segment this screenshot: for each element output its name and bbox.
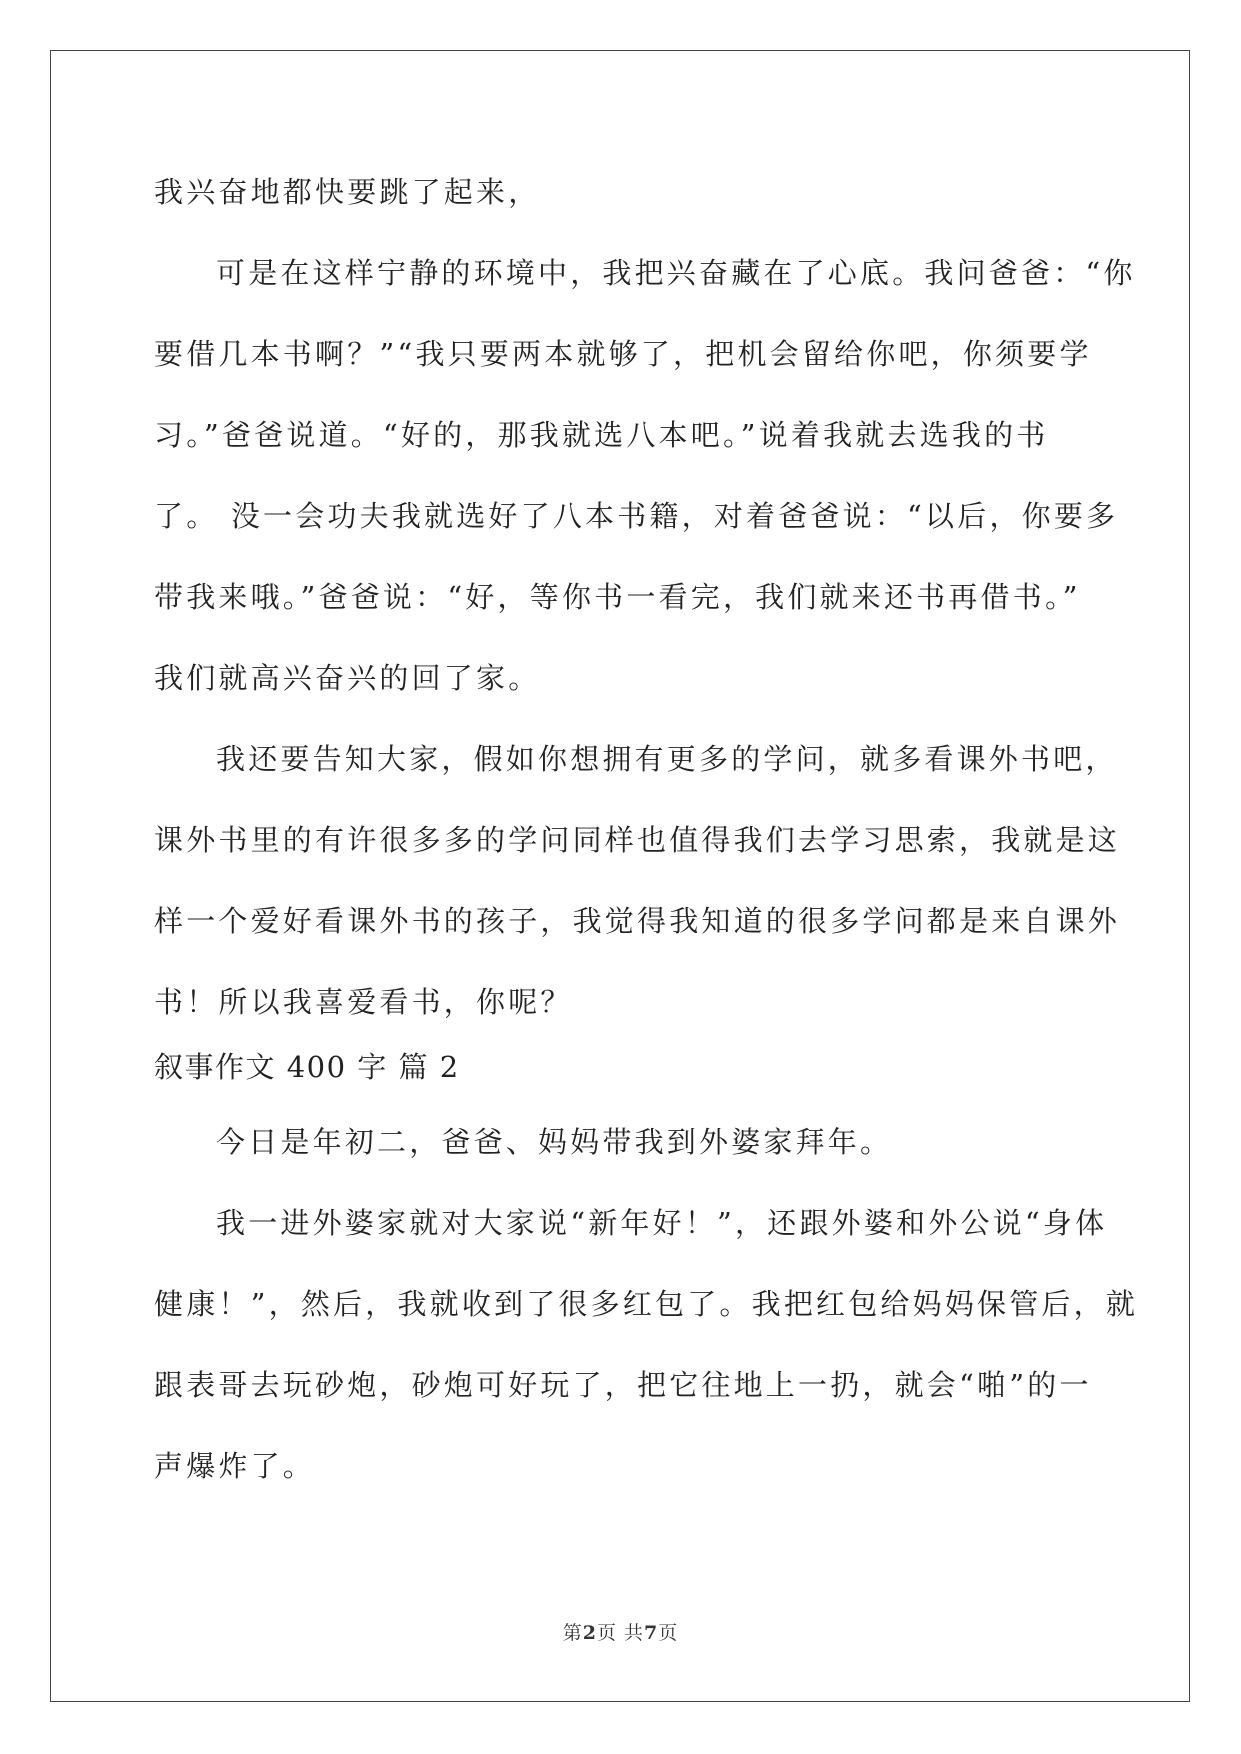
text-line: 健康！”，然后，我就收到了很多红包了。我把红包给妈妈保管后，就 — [154, 1287, 1139, 1321]
total-page-count: 7 — [644, 1622, 659, 1644]
footer-middle: 页 共 — [596, 1622, 645, 1644]
paragraph-start: 我还要告知大家，假如你想拥有更多的学问，就多看课外书吧， — [216, 742, 1118, 776]
text-line: 跟表哥去玩砂炮，砂炮可好玩了，把它往地上一扔，就会“啪”的一 — [154, 1368, 1092, 1402]
text-line: 样一个爱好看课外书的孩子，我觉得我知道的很多学问都是来自课外 — [154, 904, 1121, 938]
text-line: 课外书里的有许很多多的学问同样也值得我们去学习思索，我就是这 — [154, 823, 1121, 857]
text-line: 我兴奋地都快要跳了起来， — [154, 175, 541, 209]
text-line: 要借几本书啊？”“我只要两本就够了，把机会留给你吧，你须要学 — [154, 337, 1092, 371]
page-footer — [0, 1618, 1241, 1645]
paragraph-start: 可是在这样宁静的环境中，我把兴奋藏在了心底。我问爸爸：“你 — [216, 256, 1136, 290]
current-page-number: 2 — [582, 1622, 597, 1644]
text-line: 声爆炸了。 — [154, 1449, 316, 1483]
text-line: 习。”爸爸说道。“好的，那我就选八本吧。”说着我就去选我的书 — [154, 418, 1049, 452]
paragraph-start: 我一进外婆家就对大家说“新年好！”，还跟外婆和外公说“身体 — [216, 1206, 1108, 1240]
section-heading: 叙事作文 400 字 篇 2 — [154, 1050, 460, 1084]
text-line: 书！所以我喜爱看书，你呢？ — [154, 985, 573, 1019]
document-body — [154, 162, 1139, 1517]
text-line: 了。 没一会功夫我就选好了八本书籍，对着爸爸说：“以后，你要多 — [154, 499, 1119, 533]
text-line: 带我来哦。”爸爸说：“好，等你书一看完，我们就来还书再借书。” — [154, 580, 1081, 614]
footer-suffix: 页 — [658, 1622, 679, 1644]
paragraph-start: 今日是年初二，爸爸、妈妈带我到外婆家拜年。 — [216, 1125, 893, 1159]
text-line: 我们就高兴奋兴的回了家。 — [154, 661, 541, 695]
footer-prefix: 第 — [562, 1622, 583, 1644]
